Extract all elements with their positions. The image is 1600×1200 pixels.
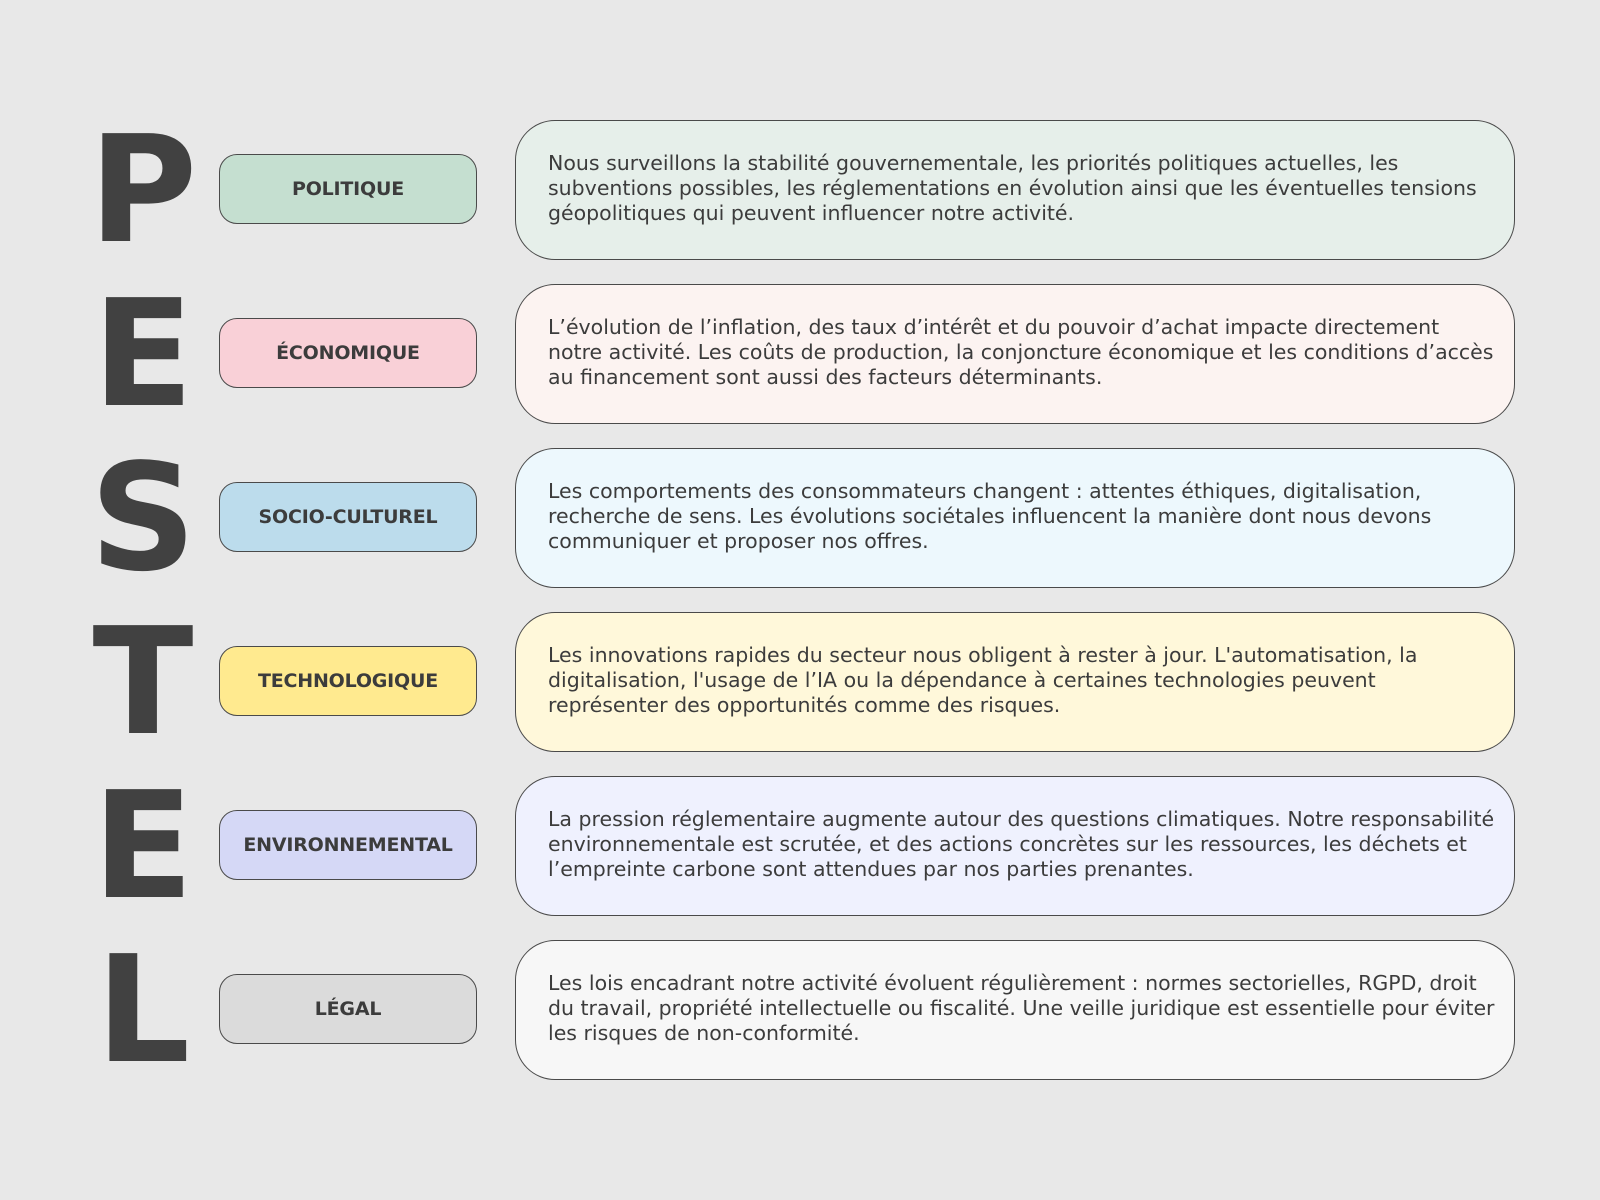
category-tag-environnemental: ENVIRONNEMENTAL	[219, 810, 477, 880]
category-tag-socio-culturel: SOCIO-CULTUREL	[219, 482, 477, 552]
category-tag-legal: LÉGAL	[219, 974, 477, 1044]
description-box-technologique: Les innovations rapides du secteur nous obligent à rester à jour. L'automatisation, la digitalisation, l'usage de l’IA ou la dépendance à certaines technologies peuvent représenter des opportunités comme des risques.	[515, 612, 1515, 752]
description-box-socio-culturel: Les comportements des consommateurs changent : attentes éthiques, digitalisation, recherche de sens. Les évolutions sociétales influencent la manière dont nous devons communiquer et proposer nos offres.	[515, 448, 1515, 588]
description-box-politique: Nous surveillons la stabilité gouvernementale, les priorités politiques actuelles, les subventions possibles, les réglementations en évolution ainsi que les éventuelles tensions géopolitiques qui peuvent influencer notre activité.	[515, 120, 1515, 260]
row-politique	[0, 104, 1600, 276]
pestel-letter-p: P	[88, 104, 198, 276]
pestel-letter-e: E	[92, 268, 194, 440]
category-tag-technologique: TECHNOLOGIQUE	[219, 646, 477, 716]
category-tag-economique: ÉCONOMIQUE	[219, 318, 477, 388]
pestel-letter-l: L	[95, 924, 191, 1096]
pestel-letter-s: S	[89, 432, 197, 604]
row-economique	[0, 268, 1600, 440]
row-technologique	[0, 596, 1600, 768]
description-box-environnemental: La pression réglementaire augmente autour des questions climatiques. Notre responsabilité environnementale est scrutée, et des actions concrètes sur les ressources, les déchets et l’empreinte carbone sont attendues par nos parties prenantes.	[515, 776, 1515, 916]
description-box-legal: Les lois encadrant notre activité évoluent régulièrement : normes sectorielles, RGPD, droit du travail, propriété intellectuelle ou fiscalité. Une veille juridique est essentielle pour éviter les risques de non-conformité.	[515, 940, 1515, 1080]
row-socio-culturel	[0, 432, 1600, 604]
category-tag-politique: POLITIQUE	[219, 154, 477, 224]
pestel-letter-t: T	[92, 596, 194, 768]
pestel-letter-e2: E	[92, 760, 194, 932]
row-environnemental	[0, 760, 1600, 932]
row-legal	[0, 924, 1600, 1096]
description-box-economique: L’évolution de l’inflation, des taux d’intérêt et du pouvoir d’achat impacte directement notre activité. Les coûts de production, la conjoncture économique et les conditions d’accès au financement sont aussi des facteurs déterminants.	[515, 284, 1515, 424]
